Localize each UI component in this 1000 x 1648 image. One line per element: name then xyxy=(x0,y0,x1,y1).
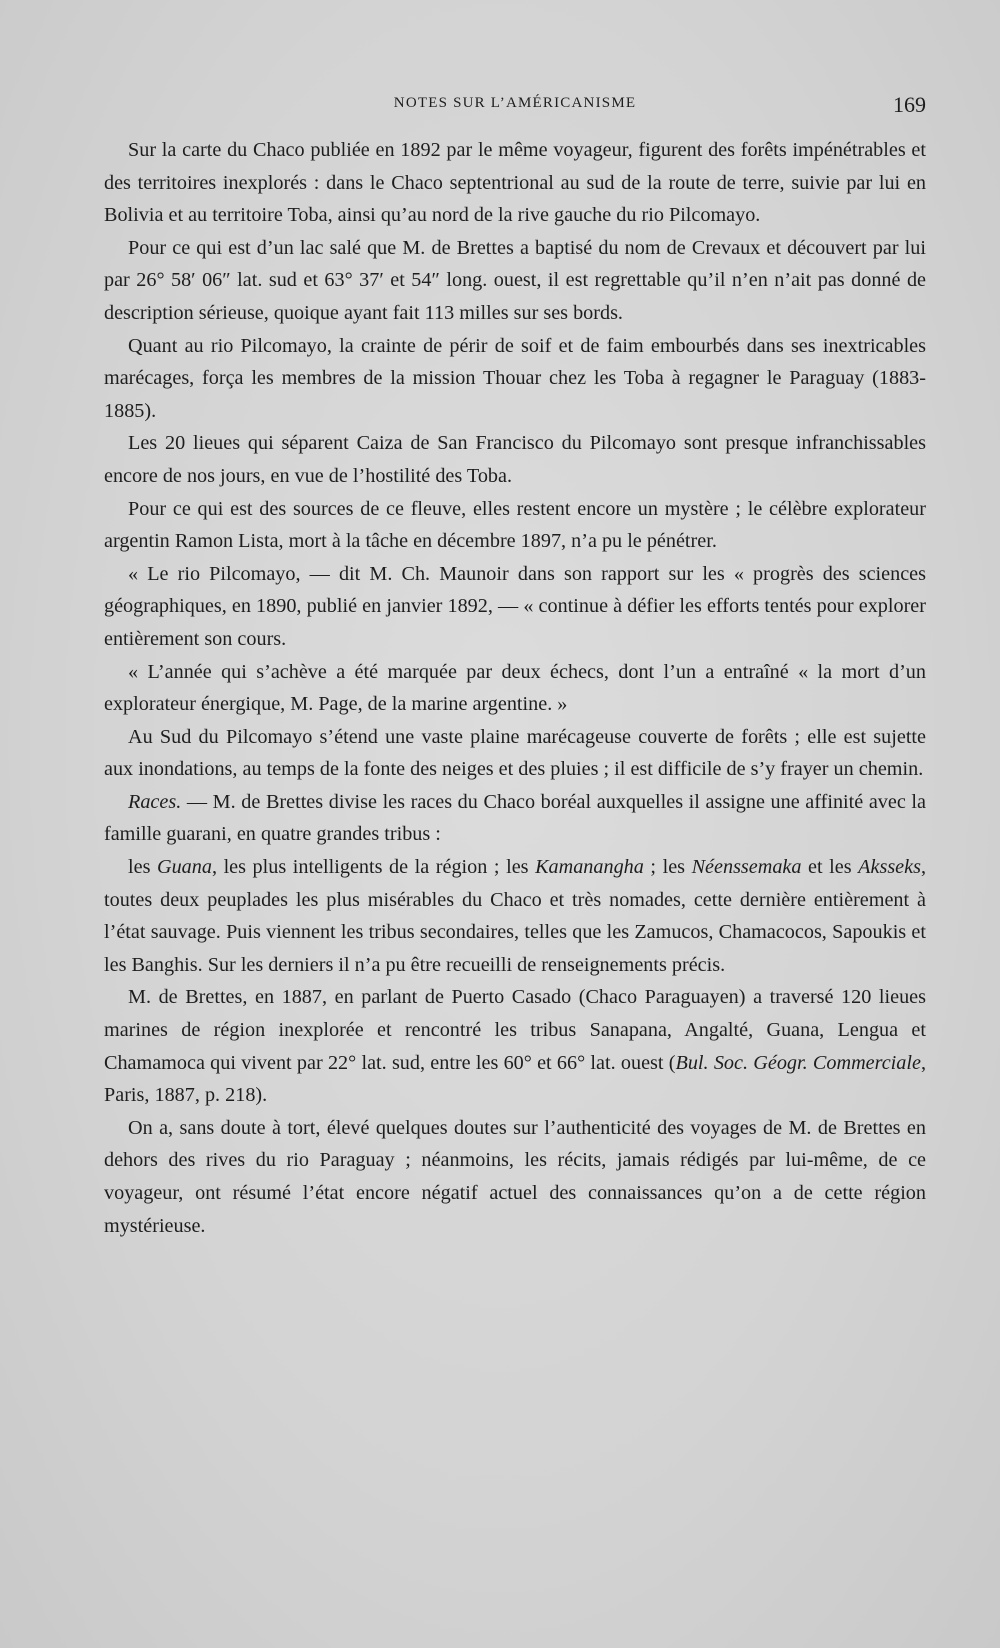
text-run: , Paris, 1887, p. 218). xyxy=(104,1051,926,1107)
paragraph-map-chaco: Sur la carte du Chaco publiée en 1892 par le même voyageur, figurent des forêts impénétrables et des territoires inexplorés : dans le Chaco septentrional au sud de la route de terre, suivie par lui en Bolivia et au territoire Toba, ainsi qu’au nord de la rive gauche du rio Pilcomayo. xyxy=(104,139,926,227)
quote-paragraph-2: « L’année qui s’achève a été marquée par deux échecs, dont l’un a entraîné « la mort d’un explorateur énergique, M. Page, de la marine argentine. » xyxy=(104,660,926,716)
paragraph-caiza: Les 20 lieues qui séparent Caiza de San Francisco du Pilcomayo sont presque infranchissables encore de nos jours, en vue de l’hostilité des Toba. xyxy=(104,432,926,487)
text-run: ; les xyxy=(643,856,692,879)
paragraph-salt-lake: Pour ce qui est d’un lac salé que M. de Brettes a baptisé du nom de Crevaux et découvert par lui par 26° 58′ 06″ lat. sud et 63° 37′ et 54″ long. ouest, il est regrettable qu’il n’en n’ait pas donné de description sérieuse, quoique ayant fait 113 milles sur ses bords. xyxy=(104,236,926,324)
text-run: les xyxy=(128,856,157,879)
races-intro-text: — M. de Brettes divise les races du Chaco boréal auxquelles il assigne une affinité avec la famille guarani, en quatre grandes tribus : xyxy=(104,790,926,846)
text-run: , toutes deux peuplades les plus misérables du Chaco et très nomades, cette dernière entièrement à l’état sauvage. Puis viennent les tribus secondaires, telles que les Zamucos, Chamacocos, Sapoukis et les Banghis. Sur les derniers il n’a pu être recueilli de renseignements précis. xyxy=(104,856,926,976)
text-run: , les plus intelligents de la région ; les xyxy=(211,856,536,879)
paragraph-tribes xyxy=(104,851,926,981)
text-run: M. de Brettes, en 1887, en parlant de Puerto Casado (Chaco Paraguayen) a traversé 120 lieues marines de région inexplorée et rencontré les tribus Sanapana, Angalté, Guana, Lengua et Chamamoca qui vivent par 22° lat. sud, entre les 60° et 66° lat. ouest ( xyxy=(104,986,926,1074)
running-head xyxy=(104,92,926,120)
tribe-kamanangha: Kamanangha xyxy=(535,856,644,879)
running-title: NOTES SUR L’AMÉRICANISME xyxy=(393,95,637,111)
text-run: et les xyxy=(801,856,859,879)
maunoir-quote xyxy=(104,558,926,721)
races-heading: Races. xyxy=(128,790,182,813)
paragraph-south-plain: Au Sud du Pilcomayo s’étend une vaste plaine marécageuse couverte de forêts ; elle est sujette aux inondations, au temps de la fonte des neiges et des pluies ; il est difficile de s’y frayer un chemin. xyxy=(104,725,926,781)
quote-paragraph-1: « Le rio Pilcomayo, — dit M. Ch. Maunoir dans son rapport sur les « progrès des sciences géographiques, en 1890, publié en janvier 1892, — « continue à défier les efforts tentés pour explorer entièrement son cours. xyxy=(104,562,926,650)
paragraph-puerto-casado xyxy=(104,981,926,1111)
tribe-neenssemaka: Néenssemaka xyxy=(691,856,802,879)
paragraph-rio-pilcomayo: Quant au rio Pilcomayo, la crainte de périr de soif et de faim embourbés dans ses inextricables marécages, força les membres de la mission Thouar chez les Toba à regagner le Paraguay (1883-1885). xyxy=(104,334,926,422)
source-citation: Bul. Soc. Géogr. Commerciale xyxy=(675,1051,921,1074)
paragraph-authenticity: On a, sans doute à tort, élevé quelques doutes sur l’authenticité des voyages de M. de Brettes en dehors des rives du rio Paraguay ; néanmoins, les récits, jamais rédigés par lui-même, de ce voyageur, ont résumé l’état encore négatif actuel des connaissances qu’on a de cette région mystérieuse. xyxy=(104,1116,926,1237)
body-text xyxy=(104,134,926,1242)
tribe-guana: Guana xyxy=(157,856,212,879)
paragraph-sources: Pour ce qui est des sources de ce fleuve, elles restent encore un mystère ; le célèbre explorateur argentin Ramon Lista, mort à la tâche en décembre 1897, n’a pu le pénétrer. xyxy=(104,497,926,553)
tribe-aksseks: Aksseks xyxy=(858,856,921,879)
page-number: 169 xyxy=(893,92,926,117)
paragraph-races-intro xyxy=(104,786,926,851)
